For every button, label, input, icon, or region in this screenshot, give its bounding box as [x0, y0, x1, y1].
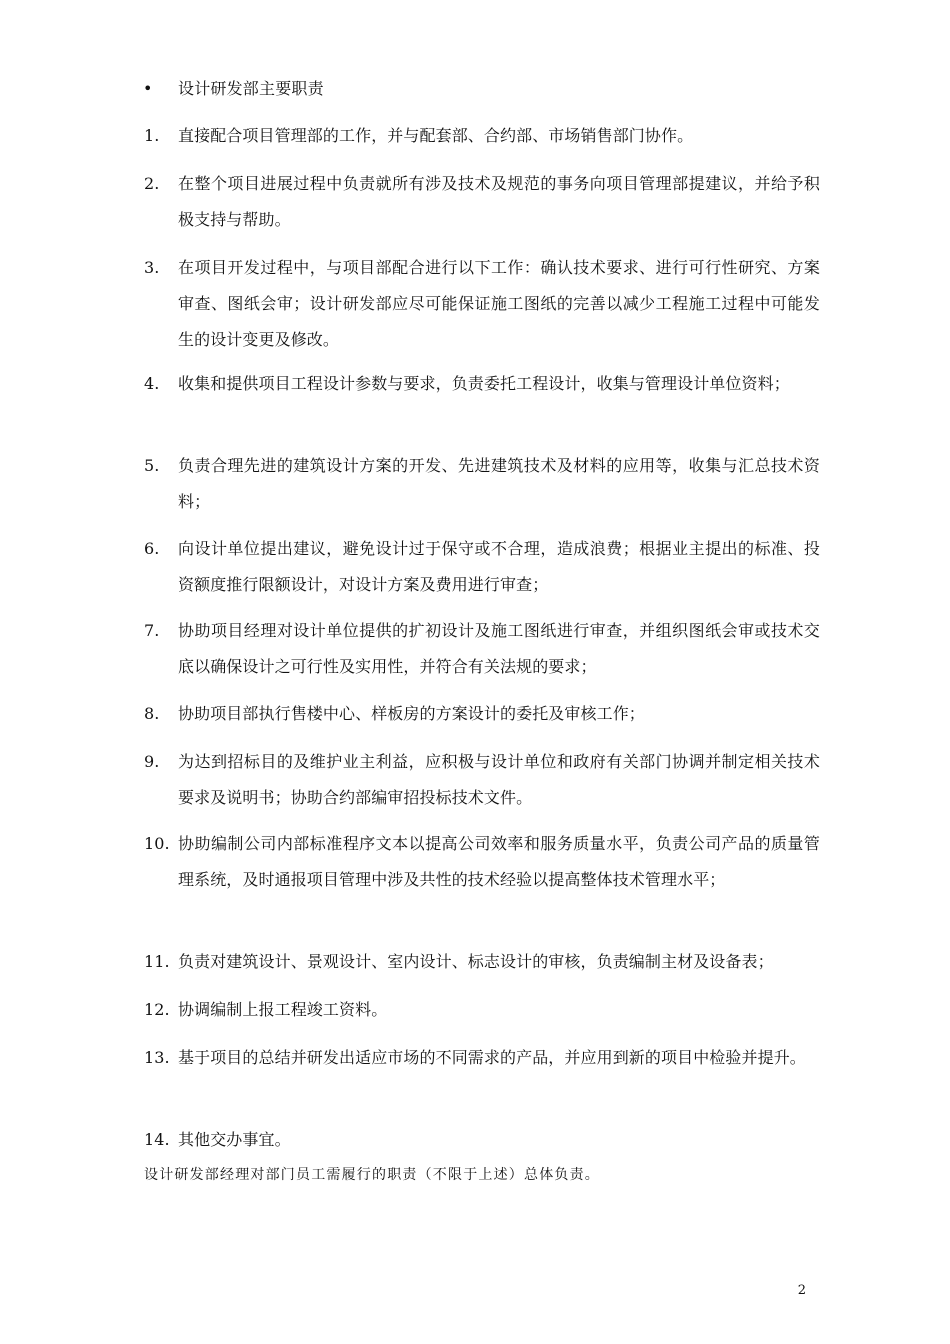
item-number: 4.	[144, 374, 160, 393]
item-text: 协助项目经理对设计单位提供的扩初设计及施工图纸进行审查，并组织图纸会审或技术交底以确保设计之可行性及实用性，并符合有关法规的要求；	[178, 621, 820, 676]
section-heading: 设计研发部主要职责	[178, 79, 324, 98]
item-text: 基于项目的总结并研发出适应市场的不同需求的产品，并应用到新的项目中检验并提升。	[178, 1048, 806, 1067]
item-text: 在项目开发过程中，与项目部配合进行以下工作：确认技术要求、进行可行性研究、方案审查、图纸会审；设计研发部应尽可能保证施工图纸的完善以减少工程施工过程中可能发生的设计变更及修改。	[178, 258, 820, 349]
item-text: 向设计单位提出建议，避免设计过于保守或不合理，造成浪费；根据业主提出的标准、投资额度推行限额设计，对设计方案及费用进行审查；	[178, 539, 820, 594]
item-text: 负责对建筑设计、景观设计、室内设计、标志设计的审核，负责编制主材及设备表；	[178, 952, 774, 971]
list-item	[144, 613, 820, 685]
list-item	[144, 531, 820, 603]
list-item	[144, 250, 820, 358]
item-number: 8.	[144, 704, 160, 723]
item-text: 其他交办事宜。	[178, 1130, 291, 1149]
item-text: 为达到招标目的及维护业主利益，应积极与设计单位和政府有关部门协调并制定相关技术要求及说明书；协助合约部编审招投标技术文件。	[178, 752, 820, 807]
item-number: 2.	[144, 174, 160, 193]
list-item	[144, 944, 820, 980]
item-number: 7.	[144, 621, 160, 640]
item-number: 10.	[144, 834, 170, 853]
item-number: 12.	[144, 1000, 170, 1019]
item-number: 3.	[144, 258, 160, 277]
item-number: 11.	[144, 952, 170, 971]
list-item	[144, 826, 820, 898]
list-item	[144, 366, 820, 402]
list-item	[144, 696, 820, 732]
item-text: 协调编制上报工程竣工资料。	[178, 1000, 388, 1019]
item-number: 13.	[144, 1048, 170, 1067]
item-text: 协助编制公司内部标准程序文本以提高公司效率和服务质量水平，负责公司产品的质量管理系统，及时通报项目管理中涉及共性的技术经验以提高整体技术管理水平；	[178, 834, 820, 889]
list-item	[144, 448, 820, 520]
item-text: 负责合理先进的建筑设计方案的开发、先进建筑技术及材料的应用等，收集与汇总技术资料；	[178, 456, 820, 511]
item-text: 收集和提供项目工程设计参数与要求，负责委托工程设计，收集与管理设计单位资料；	[178, 374, 790, 393]
list-item	[144, 1040, 820, 1076]
list-item	[144, 1122, 820, 1158]
item-number: 14.	[144, 1130, 170, 1149]
list-item	[144, 744, 820, 816]
list-item	[144, 992, 820, 1028]
item-number: 5.	[144, 456, 160, 475]
closing-statement: 设计研发部经理对部门员工需履行的职责（不限于上述）总体负责。	[144, 1167, 600, 1183]
item-text: 直接配合项目管理部的工作，并与配套部、合约部、市场销售部门协作。	[178, 126, 694, 145]
item-number: 1.	[144, 126, 160, 145]
item-text: 协助项目部执行售楼中心、样板房的方案设计的委托及审核工作；	[178, 704, 645, 723]
section-bullet: •	[143, 79, 153, 98]
page-number: 2	[797, 1283, 806, 1298]
item-number: 9.	[144, 752, 160, 771]
list-item	[144, 118, 820, 154]
item-text: 在整个项目进展过程中负责就所有涉及技术及规范的事务向项目管理部提建议，并给予积极支持与帮助。	[178, 174, 820, 229]
item-number: 6.	[144, 539, 160, 558]
list-item	[144, 166, 820, 238]
